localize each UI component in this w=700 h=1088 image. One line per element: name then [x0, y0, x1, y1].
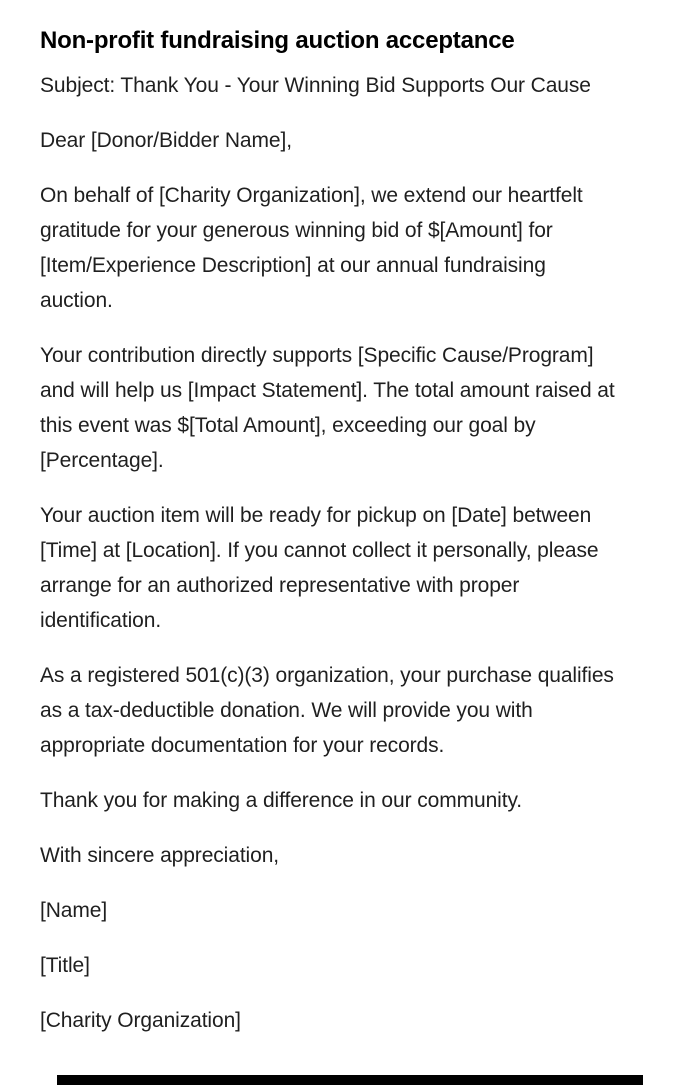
signature-organization: [Charity Organization]: [40, 1009, 241, 1032]
signature-name: [Name]: [40, 899, 108, 922]
page-title: Non-profit fundraising auction acceptance: [40, 27, 515, 54]
signature-title: [Title]: [40, 954, 90, 977]
paragraph-bid-gratitude: On behalf of [Charity Organization], we extend our heartfelt gratitude for your generous winning bid of $[Amount] for [Item/Experience Description] at our annual fundraising auction.: [40, 184, 583, 312]
paragraph-contribution-impact: Your contribution directly supports [Specific Cause/Program] and will help us [Impact Statement]. The total amount raised at this event was $[Total Amount], exceeding our goal by [Percentage].: [40, 344, 615, 472]
paragraph-thank-you: Thank you for making a difference in our community.: [40, 789, 523, 812]
greeting-line: Dear [Donor/Bidder Name],: [40, 129, 292, 152]
sign-off-line: With sincere appreciation,: [40, 844, 280, 867]
bottom-bar: [57, 1075, 643, 1085]
subject-line: Subject: Thank You - Your Winning Bid Supports Our Cause: [40, 74, 591, 97]
paragraph-pickup-details: Your auction item will be ready for pickup on [Date] between [Time] at [Location]. If you cannot collect it personally, please arrange for an authorized representative with proper identification.: [40, 504, 599, 632]
paragraph-tax-deductible: As a registered 501(c)(3) organization, your purchase qualifies as a tax-deductible donation. We will provide you with appropriate documentation for your records.: [40, 664, 614, 757]
